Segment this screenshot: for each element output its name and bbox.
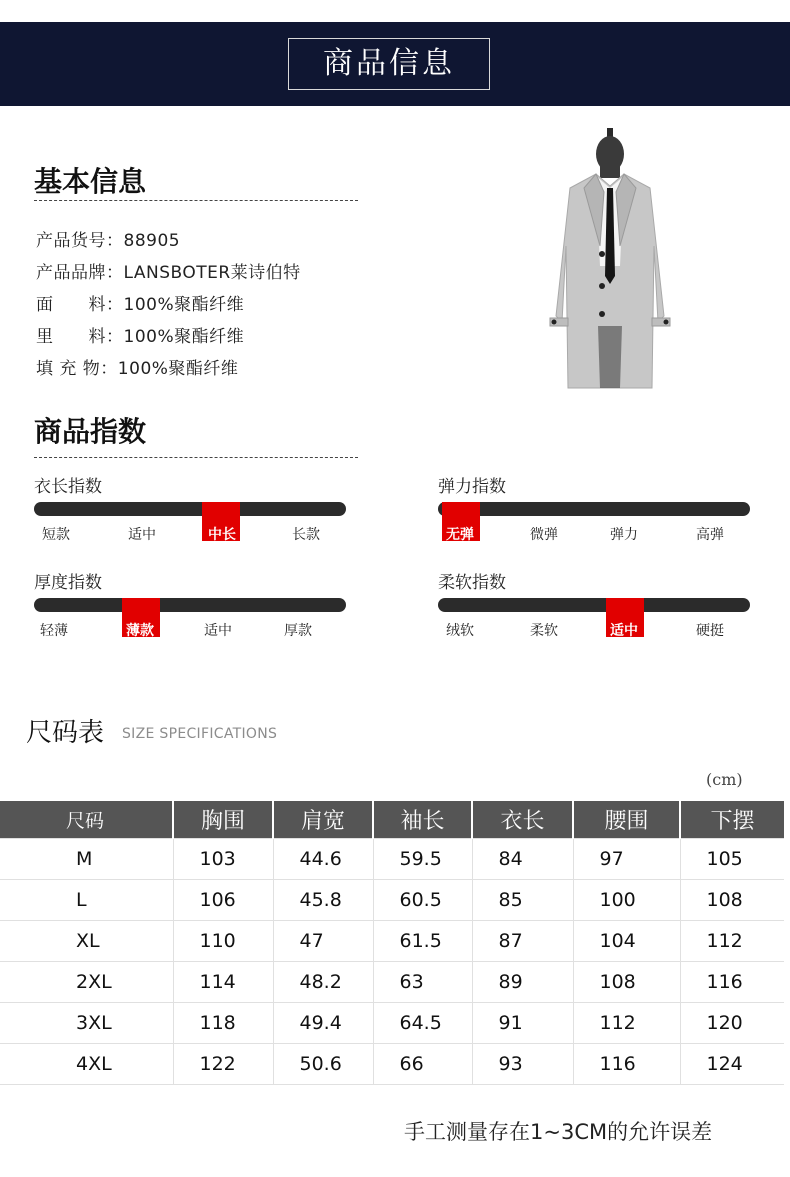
table-cell: 112 [680, 920, 784, 961]
table-cell: 63 [373, 961, 472, 1002]
basic-info-divider [34, 200, 358, 201]
index-thickness [34, 568, 348, 648]
index-title: 弹力指数 [438, 477, 506, 497]
table-cell: 118 [173, 1002, 273, 1043]
index-track [438, 502, 750, 516]
index-option: 长款 [292, 527, 320, 543]
table-cell: 4XL [0, 1043, 173, 1084]
basic-info-heading: 基本信息 [34, 165, 147, 198]
index-option-selected: 适中 [610, 623, 638, 639]
index-title: 柔软指数 [438, 573, 506, 593]
table-cell: 50.6 [273, 1043, 373, 1084]
index-option-selected: 中长 [208, 527, 236, 543]
table-cell: M [0, 838, 173, 879]
index-length [34, 472, 348, 552]
table-row [0, 1043, 784, 1084]
table-cell: 91 [472, 1002, 573, 1043]
size-table-unit: (cm) [706, 770, 743, 789]
index-option: 轻薄 [40, 623, 68, 639]
info-item-filling: 填 充 物：100%聚酯纤维 [36, 359, 239, 379]
table-cell: 64.5 [373, 1002, 472, 1043]
index-option: 柔软 [530, 623, 558, 639]
table-cell: 85 [472, 879, 573, 920]
info-item-brand: 产品品牌：LANSBOTER莱诗伯特 [36, 263, 301, 283]
index-title: 厚度指数 [34, 573, 102, 593]
table-cell: 103 [173, 838, 273, 879]
info-item-code: 产品货号：88905 [36, 231, 181, 251]
size-table-subtitle: SIZE SPECIFICATIONS [122, 726, 278, 742]
table-cell: XL [0, 920, 173, 961]
index-option: 弹力 [610, 527, 638, 543]
table-cell: 89 [472, 961, 573, 1002]
table-cell: 3XL [0, 1002, 173, 1043]
index-option: 微弹 [530, 527, 558, 543]
table-cell: 122 [173, 1043, 273, 1084]
info-item-lining: 里 料：100%聚酯纤维 [36, 327, 245, 347]
index-elasticity [438, 472, 752, 552]
measurement-note: 手工测量存在1~3CM的允许误差 [404, 1120, 713, 1144]
size-table [0, 801, 784, 1085]
index-option: 硬挺 [696, 623, 724, 639]
table-row [0, 879, 784, 920]
index-track [34, 502, 346, 516]
index-option: 适中 [204, 623, 232, 639]
index-option: 绒软 [446, 623, 474, 639]
column-header: 腰围 [573, 801, 680, 838]
index-option-selected: 无弹 [446, 527, 474, 543]
size-table-header [0, 801, 784, 838]
table-cell: 93 [472, 1043, 573, 1084]
table-cell: 44.6 [273, 838, 373, 879]
index-option: 适中 [128, 527, 156, 543]
table-cell: 108 [680, 879, 784, 920]
table-cell: 66 [373, 1043, 472, 1084]
info-item-fabric: 面 料：100%聚酯纤维 [36, 295, 245, 315]
table-cell: 87 [472, 920, 573, 961]
table-cell: 61.5 [373, 920, 472, 961]
table-cell: 84 [472, 838, 573, 879]
index-track [34, 598, 346, 612]
table-cell: 114 [173, 961, 273, 1002]
table-cell: 106 [173, 879, 273, 920]
banner-title-frame [288, 38, 490, 90]
table-cell: 120 [680, 1002, 784, 1043]
table-cell: 116 [573, 1043, 680, 1084]
table-cell: 116 [680, 961, 784, 1002]
column-header: 下摆 [680, 801, 784, 838]
column-header: 肩宽 [273, 801, 373, 838]
table-cell: 100 [573, 879, 680, 920]
table-cell: 105 [680, 838, 784, 879]
table-cell: 124 [680, 1043, 784, 1084]
index-option: 厚款 [284, 623, 312, 639]
index-option-selected: 薄款 [126, 623, 154, 639]
table-cell: 97 [573, 838, 680, 879]
product-image [540, 126, 680, 398]
index-track [438, 598, 750, 612]
header-banner [0, 22, 790, 106]
column-header: 胸围 [173, 801, 273, 838]
column-header: 袖长 [373, 801, 472, 838]
indices-heading: 商品指数 [34, 415, 147, 448]
table-cell: 47 [273, 920, 373, 961]
column-header: 衣长 [472, 801, 573, 838]
table-row [0, 961, 784, 1002]
table-cell: 49.4 [273, 1002, 373, 1043]
index-softness [438, 568, 752, 648]
index-option: 短款 [42, 527, 70, 543]
table-cell: 60.5 [373, 879, 472, 920]
table-cell: 45.8 [273, 879, 373, 920]
size-table-title: 尺码表 [26, 718, 105, 748]
table-cell: 112 [573, 1002, 680, 1043]
page-title: 商品信息 [323, 46, 455, 81]
table-cell: L [0, 879, 173, 920]
table-cell: 48.2 [273, 961, 373, 1002]
table-cell: 110 [173, 920, 273, 961]
index-option: 高弹 [696, 527, 724, 543]
column-header: 尺码 [0, 801, 173, 838]
table-cell: 104 [573, 920, 680, 961]
index-title: 衣长指数 [34, 477, 102, 497]
table-row [0, 920, 784, 961]
table-cell: 59.5 [373, 838, 472, 879]
table-row [0, 1002, 784, 1043]
table-row [0, 838, 784, 879]
indices-divider [34, 457, 358, 458]
table-cell: 108 [573, 961, 680, 1002]
table-cell: 2XL [0, 961, 173, 1002]
